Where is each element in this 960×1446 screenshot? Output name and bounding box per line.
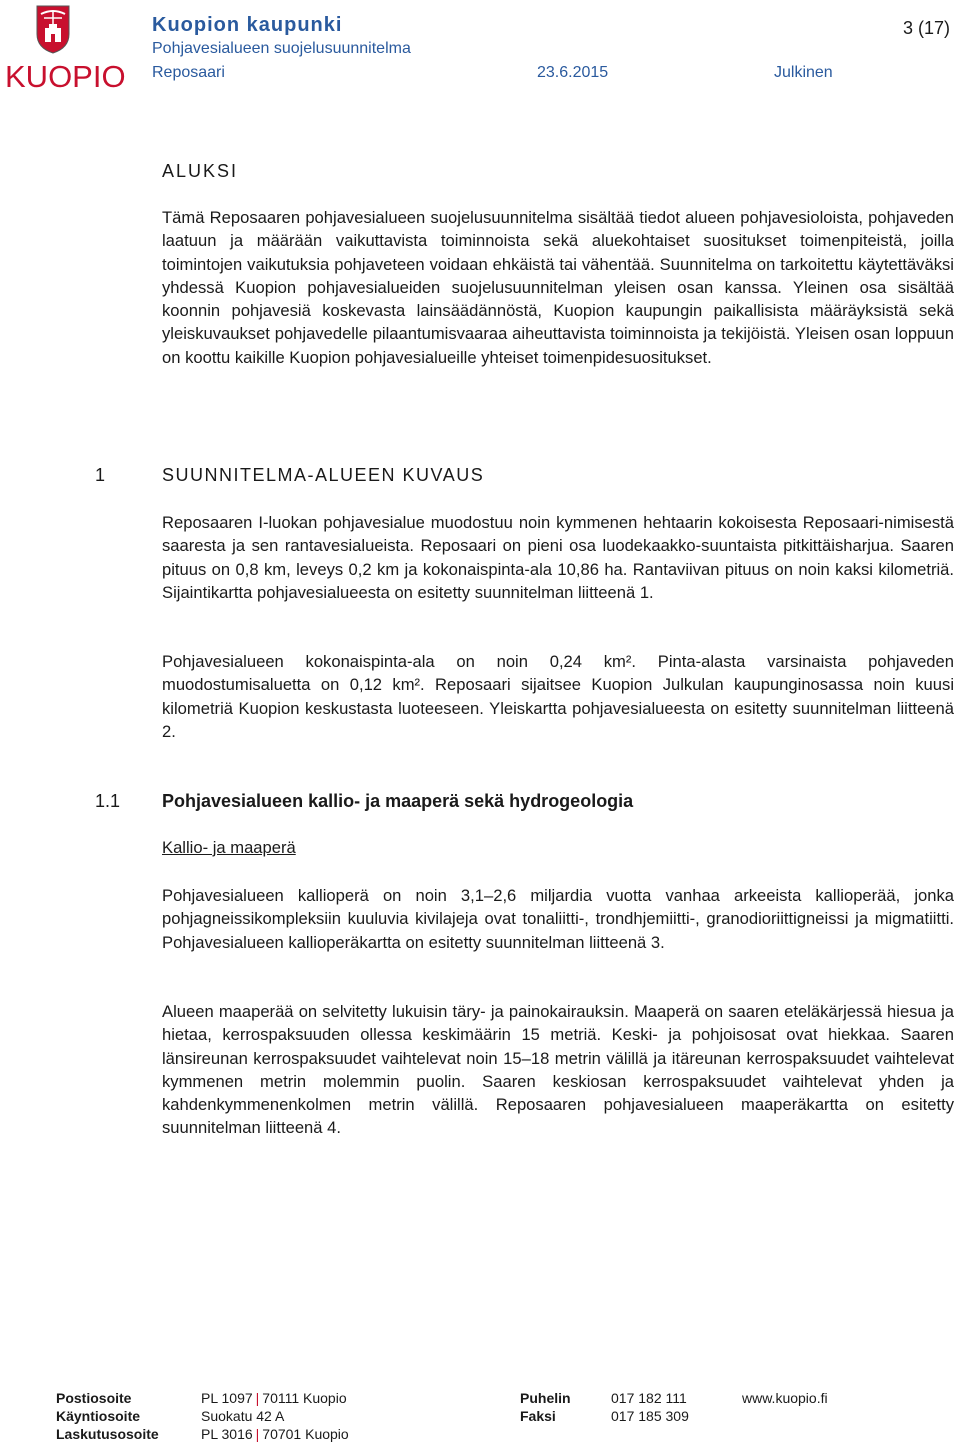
footer-billing-label: Laskutusosoite xyxy=(56,1426,159,1442)
footer-visit-label: Käyntiosoite xyxy=(56,1408,141,1424)
footer-billing-address: PL 3016 | 70701 Kuopio xyxy=(201,1426,349,1442)
footer-postal-address: PL 1097 | 70111 Kuopio xyxy=(201,1390,347,1406)
section-1-1-paragraph-2: Alueen maaperää on selvitetty lukuisin täry- ja painokairauksin. Maaperä on saaren eteläkärjessä hiesua ja hietaa, kerrospaksuuden ollessa keskimäärin 15 metriä. Keski- ja pohjoisosat ovat hiekkaa. Saaren länsireunan kerrospaksuudet vaihtelevat noin 15–18 metrin välillä ja itäreunan kerrospaksuudet vaihtelevat kymmenen metrin molemmin puolin. Saaren keskiosan kerrospaksuudet vaihtelevat yhden ja kahdenkymmenenkolmen metrin välillä. Reposaaren pohjavesialueen maaperäkartta on esitetty suunnitelman liitteenä 4. xyxy=(162,1002,954,1138)
organization-name: Kuopion kaupunki xyxy=(152,14,343,36)
footer-website-link[interactable]: www.kuopio.fi xyxy=(742,1390,828,1406)
footer-phone-value: 017 182 111 xyxy=(611,1390,687,1406)
section-1-1-heading: Pohjavesialueen kallio- ja maaperä sekä hydrogeologia xyxy=(162,791,634,811)
section-1-1-paragraph-1: Pohjavesialueen kallioperä on noin 3,1–2,6 miljardia vuotta vanhaa arkeeista kallioperää, jonka pohjagneissikompleksiin kuuluvia kivilajeja ovat tonaliitti-, trondhjemiitti-, granodioriittigneissi ja migmatiitti. Pohjavesialueen kallioperäkartta on esitetty suunnitelman liitteenä 3. xyxy=(162,886,954,952)
section-1-paragraph-2: Pohjavesialueen kokonaispinta-ala on noin 0,24 km². Pinta-alasta varsinaista pohjaveden muodostumisaluetta on 0,12 km². Reposaari sijaitsee Kuopion Julkulan kaupunginosassa noin kuusi kilometriä Kuopion keskustasta luoteeseen. Yleiskartta pohjavesialueesta on esitetty suunnitelman liitteenä 2. xyxy=(162,652,954,741)
footer-fax-label: Faksi xyxy=(520,1408,556,1424)
document-date: 23.6.2015 xyxy=(537,64,609,81)
footer-postal-label: Postiosoite xyxy=(56,1390,132,1406)
footer-fax-value: 017 185 309 xyxy=(611,1408,689,1424)
footer-visit-address: Suokatu 42 A xyxy=(201,1408,285,1424)
section-1-1-subheading: Kallio- ja maaperä xyxy=(162,838,296,857)
intro-heading: ALUKSI xyxy=(162,161,239,181)
logo-wordmark: KUOPIO xyxy=(5,59,126,94)
document-title: Pohjavesialueen suojelusuunnitelma xyxy=(152,40,411,57)
classification: Julkinen xyxy=(774,64,833,81)
section-1-paragraph-1: Reposaaren I-luokan pohjavesialue muodostuu noin kymmenen hehtaarin kokoisesta Reposaari-nimisestä saaresta ja sen rantavesialueista. Reposaari on pieni osa luodekaakko-suuntaista pitkittäisharjua. Saaren pituus on 0,8 km, leveys 0,2 km ja kokonaispinta-ala 10,86 ha. Rantaviivan pituus on noin kaksi kilometriä. Sijaintikartta pohjavesialueesta on esitetty suunnitelman liitteenä 1. xyxy=(162,513,954,602)
divider-bar: | xyxy=(255,1426,260,1442)
area-name: Reposaari xyxy=(152,64,225,81)
footer-phone-label: Puhelin xyxy=(520,1390,571,1406)
section-1-1-number: 1.1 xyxy=(95,791,121,811)
kuopio-logo xyxy=(5,4,126,96)
divider-bar: | xyxy=(255,1390,260,1406)
intro-paragraph: Tämä Reposaaren pohjavesialueen suojelusuunnitelma sisältää tiedot alueen pohjavesioloista, pohjaveden laatuun ja määrään vaikuttavista toiminnoista sekä aluekohtaiset suositukset toimenpiteistä, joilla toimintojen vaikutuksia pohjaveteen voidaan ehkäistä tai vähentää. Suunnitelma on tarkoitettu käytettäväksi yhdessä Kuopion pohjavesialueiden suojelusuunnitelman yleisen osan kanssa. Yleinen osa sisältää koonnin pohjavesiä koskevasta lainsäädännöstä, Kuopion kaupungin paikallisista määräyksistä sekä yleiskuvaukset pohjavedelle pilaantumisvaaraa aiheuttavista toiminnoista ja tekijöistä. Yleisen osan loppuun on koottu kaikille Kuopion pohjavesialueille yhteiset toimenpidesuositukset. xyxy=(162,208,954,367)
section-1-heading: SUUNNITELMA-ALUEEN KUVAUS xyxy=(162,465,485,485)
section-1-number: 1 xyxy=(95,465,106,485)
coat-of-arms-icon xyxy=(35,4,71,54)
page-number: 3 (17) xyxy=(902,18,950,38)
